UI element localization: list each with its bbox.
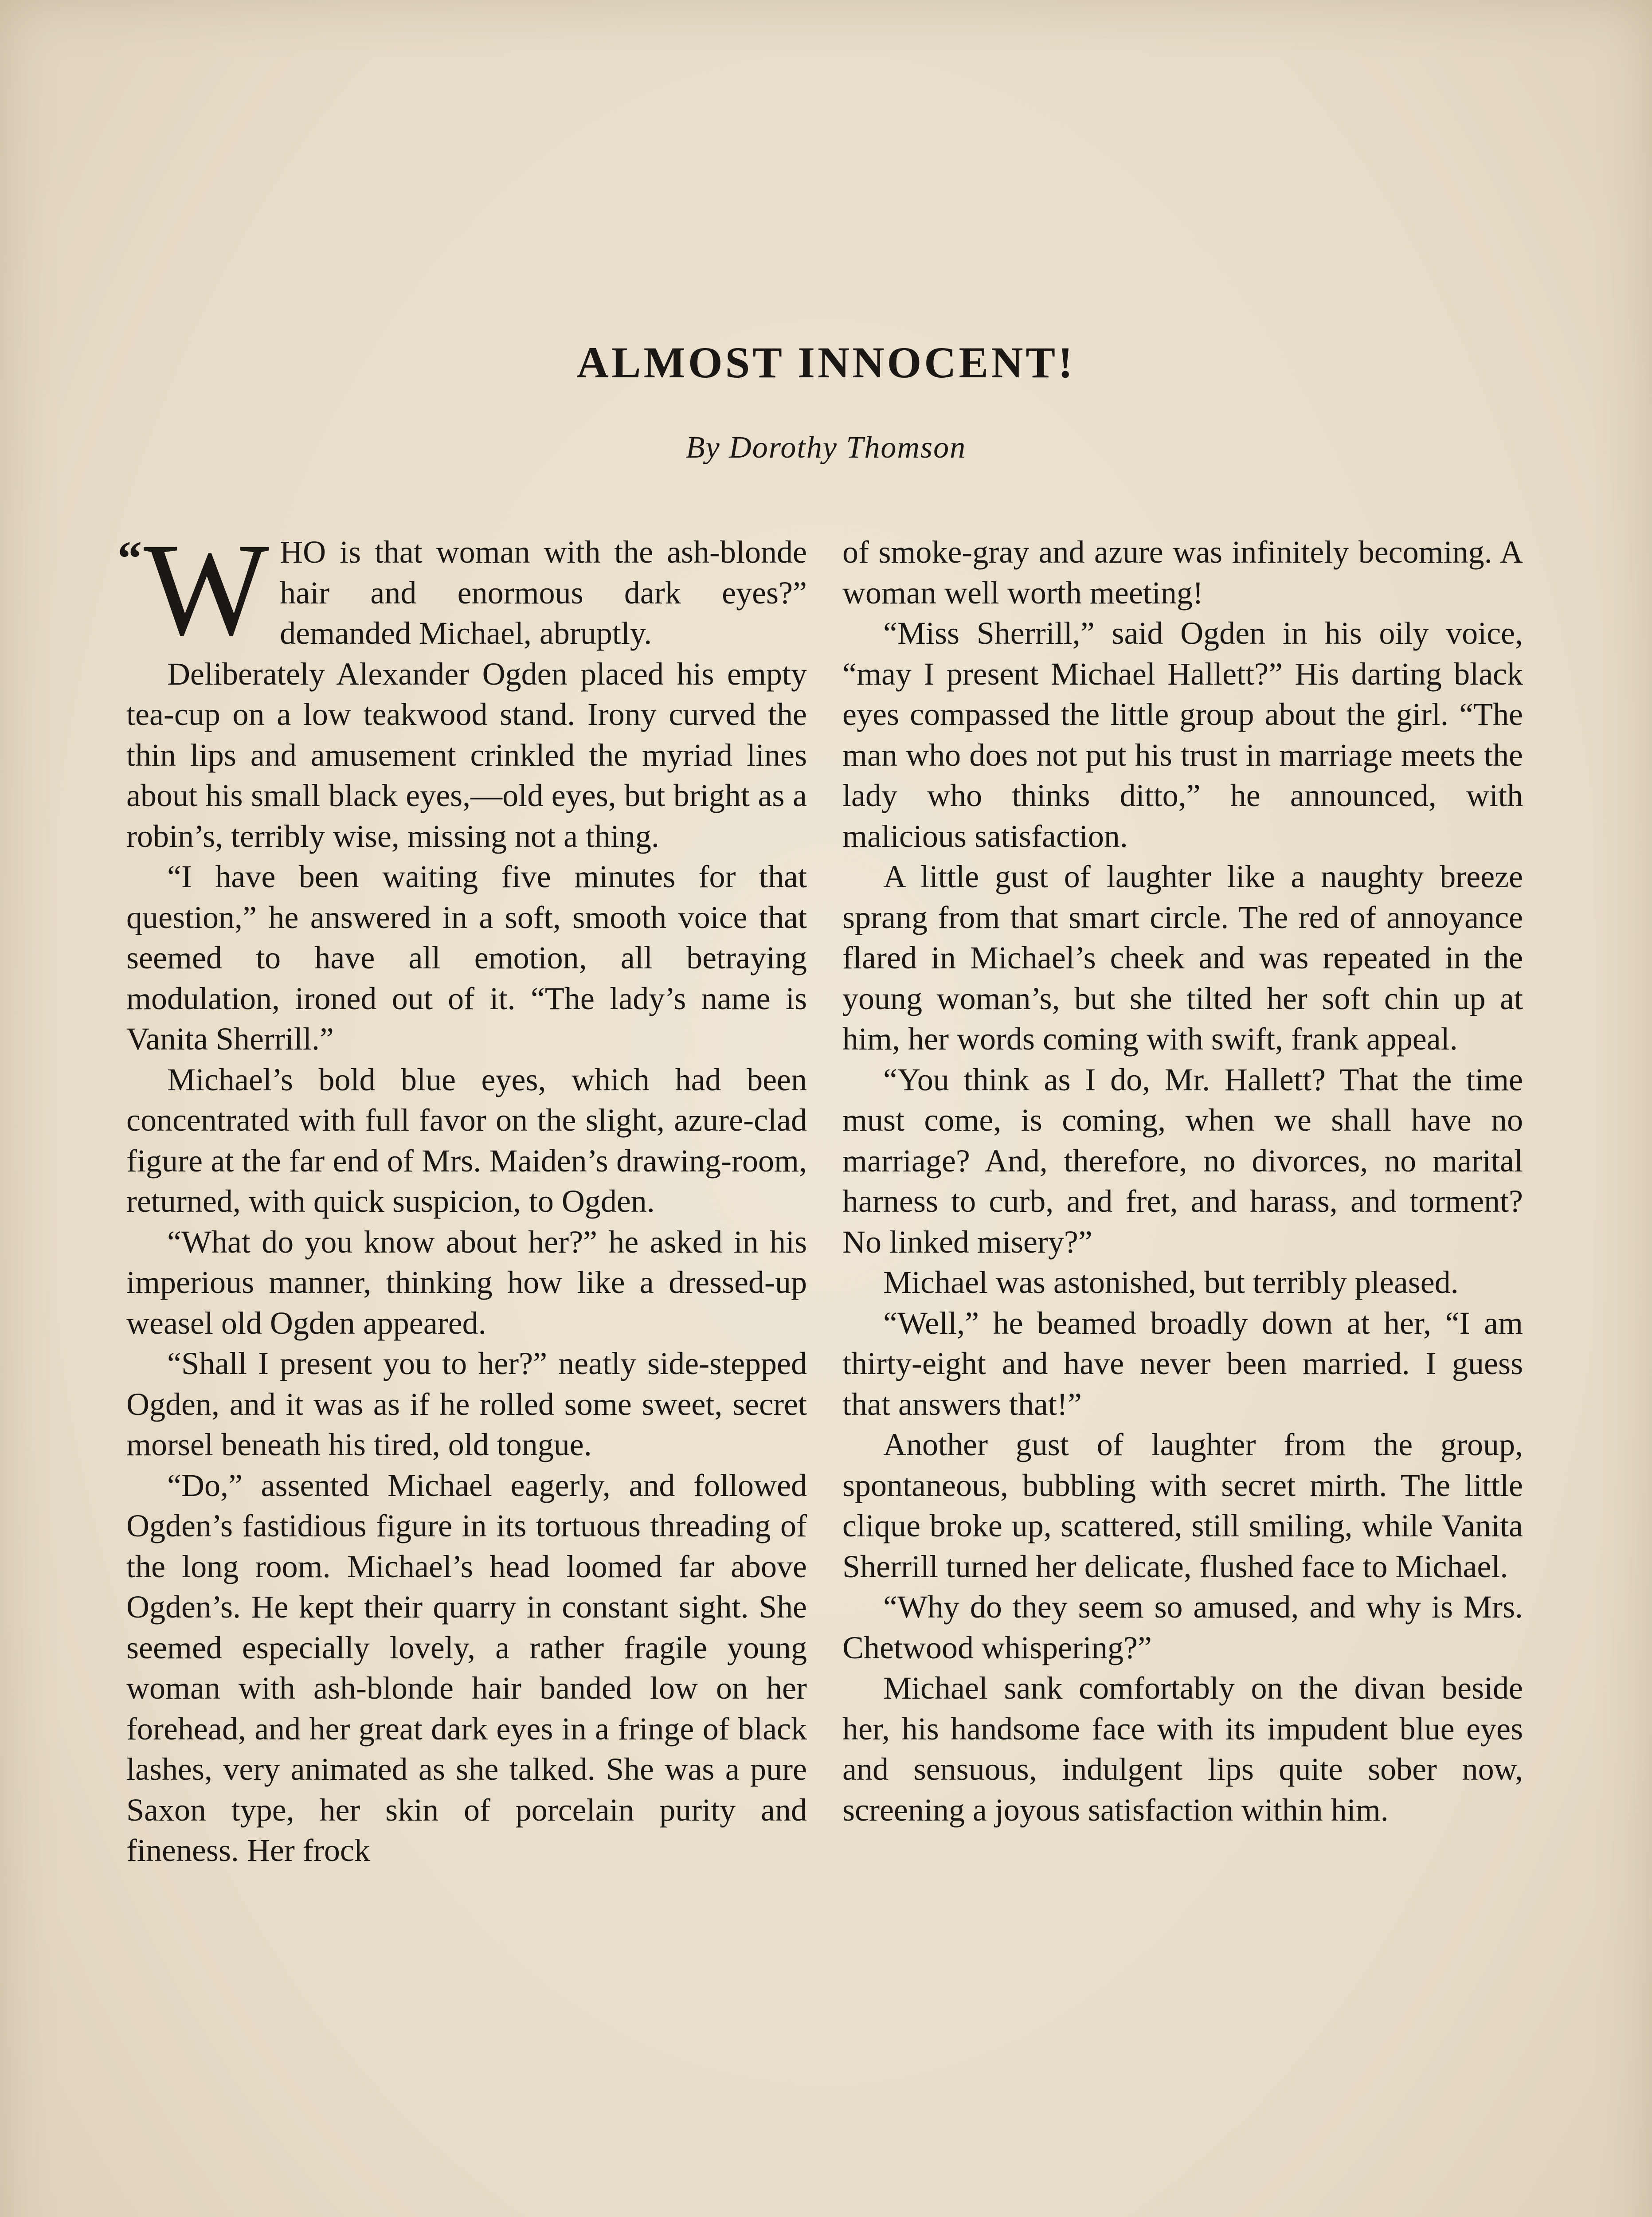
article-title: ALMOST INNOCENT!: [576, 338, 1076, 387]
drop-cap-letter: W: [144, 516, 270, 663]
paragraph: Michael was astonished, but terribly pleased.: [883, 1265, 1459, 1300]
paragraph: “Miss Sherrill,” said Ogden in his oily voice, “may I present Michael Hallett?” His darting black eyes compassed the little group about the girl. “The man who does not put his trust in marriage meets the lady who thinks ditto,” he announced, with malicious satisfaction.: [842, 615, 1523, 854]
paragraph: “I have been waiting five minutes for that question,” he answered in a soft, smooth voice that seemed to have all emotion, all betraying modulation, ironed out of it. “The lady’s name is Vanita Sherrill.”: [126, 859, 807, 1057]
paragraph: A little gust of laughter like a naughty breeze sprang from that smart circle. The red of annoyance flared in Michael’s cheek and was repeated in the young woman’s, but she tilted her soft chin up at him, her words coming with swift, frank appeal.: [842, 859, 1523, 1057]
paragraph: “You think as I do, Mr. Hallett? That the time must come, is coming, when we shall have no marriage? And, therefore, no divorces, no marital harness to curb, and fret, and harass, and torment? No linked misery?”: [842, 1061, 1523, 1260]
opening-paragraph-text: HO is that woman with the ash-blonde hair and enormous dark eyes?” demanded Michael, abruptly.: [280, 534, 807, 651]
opening-quote-mark: “: [117, 531, 142, 585]
paragraph: Michael sank comfortably on the divan beside her, his handsome face with its impudent blue eyes and sensuous, indulgent lips quite sober now, screening a joyous satisfaction within him.: [842, 1670, 1523, 1828]
paragraph: Deliberately Alexander Ogden placed his empty tea-cup on a low teakwood stand. Irony curved the thin lips and amusement crinkled the myriad lines about his small black eyes,—old eyes, but bright as a robin’s, terribly wise, missing not a thing.: [126, 656, 807, 854]
paragraph: Another gust of laughter from the group, spontaneous, bubbling with secret mirth. The little clique broke up, scattered, still smiling, while Vanita Sherrill turned her delicate, flushed face to Michael.: [842, 1427, 1523, 1584]
article-byline: By Dorothy Thomson: [685, 431, 967, 465]
paragraph: “Well,” he beamed broadly down at her, “I am thirty-eight and have never been married. I guess that answers that!”: [842, 1305, 1523, 1422]
opening-paragraph: [117, 516, 807, 663]
paragraph: Michael’s bold blue eyes, which had been concentrated with full favor on the slight, azure-clad figure at the far end of Mrs. Maiden’s drawing-room, returned, with quick suspicion, to Ogden.: [126, 1061, 807, 1219]
continued-paragraph: of smoke-gray and azure was infinitely becoming. A woman well worth meeting!: [842, 534, 1523, 611]
drop-cap-block: [117, 516, 270, 663]
paragraph: “Do,” assented Michael eagerly, and followed Ogden’s fastidious figure in its tortuous threading of the long room. Michael’s head loomed far above Ogden’s. He kept their quarry in constant sight. She seemed especially lovely, a rather fragile young woman with ash-blonde hair banded low on her forehead, and her great dark eyes in a fringe of black lashes, very animated as she talked. She was a pure Saxon type, her skin of porcelain purity and fineness. Her frock: [126, 1467, 807, 1868]
paragraph: “What do you know about her?” he asked in his imperious manner, thinking how like a dressed-up weasel old Ogden appeared.: [126, 1224, 807, 1341]
right-column: [842, 532, 1523, 2217]
paragraph: “Why do they seem so amused, and why is Mrs. Chetwood whispering?”: [842, 1589, 1523, 1665]
paragraph: “Shall I present you to her?” neatly side-stepped Ogden, and it was as if he rolled some sweet, secret morsel beneath his tired, old tongue.: [126, 1346, 807, 1462]
left-column: [117, 516, 807, 2217]
